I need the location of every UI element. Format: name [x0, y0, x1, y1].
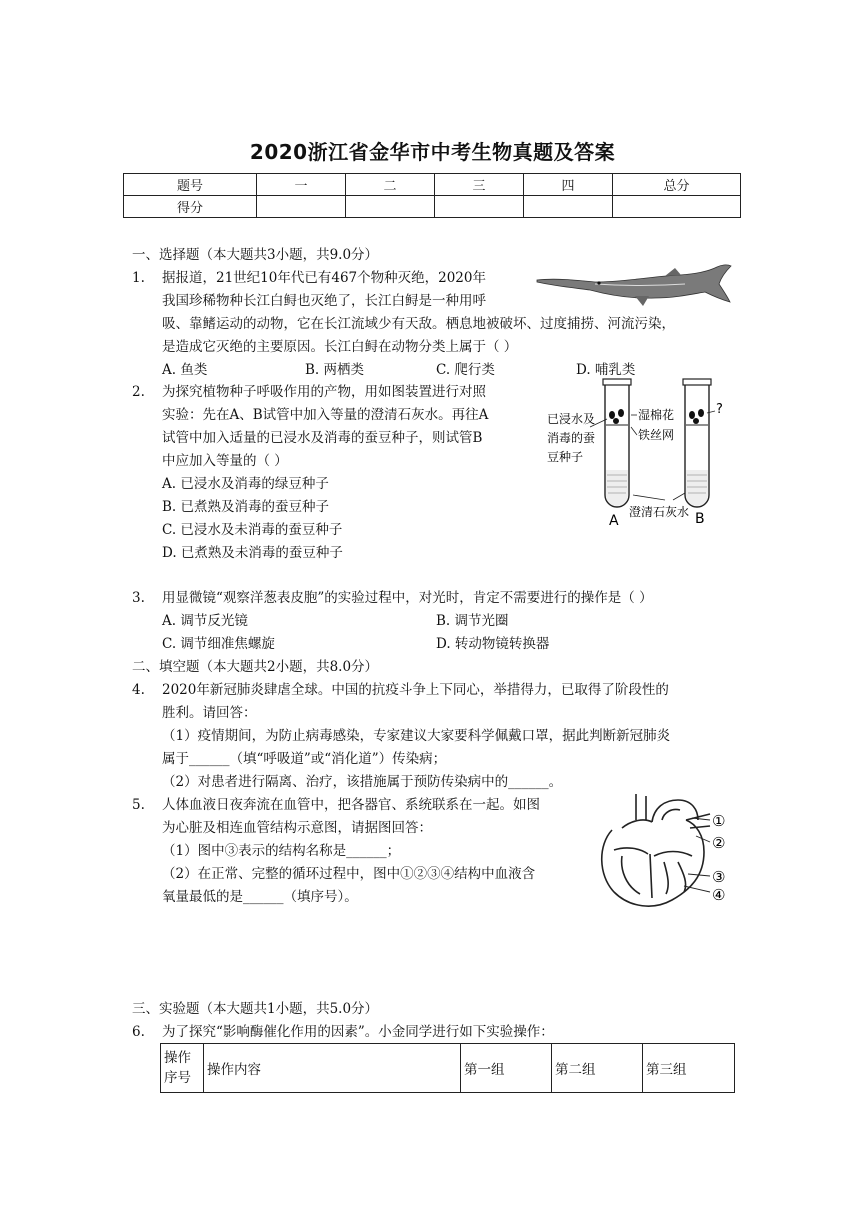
q1-text-line: 是造成它灭绝的主要原因。长江白鲟在动物分类上属于（ ）: [162, 339, 518, 355]
score-header-cell: 总分: [613, 174, 741, 196]
q2-option-d: D. 已煮熟及未消毒的蚕豆种子: [162, 545, 343, 561]
q2-option-b: B. 已煮熟及消毒的蚕豆种子: [162, 499, 330, 515]
section3-heading: 三、实验题（本大题共1小题，共5.0分）: [132, 1001, 379, 1017]
q1-option-b: B. 两栖类: [305, 362, 365, 378]
score-cell: [613, 196, 741, 218]
q3-number: 3.: [132, 590, 145, 606]
section1-heading: 一、选择题（本大题共3小题，共9.0分）: [132, 247, 379, 263]
experiment-table: [160, 1043, 735, 1093]
q3-option-c: C. 调节细准焦螺旋: [162, 636, 275, 652]
q4-text-line: 胜利。请回答：: [162, 705, 257, 721]
q4-number: 4.: [132, 682, 145, 698]
q5-text-line: （1）图中③表示的结构名称是______；: [162, 843, 401, 859]
score-cell: [524, 196, 613, 218]
score-table-header-row: [124, 174, 741, 196]
q3-text-line: 用显微镜“观察洋葱表皮胞”的实验过程中，对光时，肯定不需要进行的操作是（ ）: [162, 590, 653, 606]
paddlefish-illustration: [535, 262, 735, 310]
exp-header-group2: 第二组: [552, 1044, 643, 1093]
score-cell: [346, 196, 435, 218]
fig-label-question: ?: [716, 402, 723, 417]
experiment-table-header-row: [161, 1044, 735, 1093]
heart-marker-1: ①: [712, 812, 726, 830]
score-header-cell: 题号: [124, 174, 257, 196]
q4-text-line: （1）疫情期间，为防止病毒感染，专家建议大家要科学佩戴口罩，据此判断新冠肺炎: [162, 728, 671, 744]
exp-header-group1: 第一组: [461, 1044, 552, 1093]
q1-number: 1.: [132, 270, 145, 286]
fig-label-tube-b: B: [695, 511, 705, 527]
q1-option-a: A. 鱼类: [162, 362, 208, 378]
fig-label-limewater: 澄清石灰水: [629, 505, 690, 519]
page-title: 2020浙江省金华市中考生物真题及答案: [249, 140, 616, 164]
q2-text-line: 中应加入等量的（ ）: [162, 453, 288, 469]
q4-text-line: （2）对患者进行隔离、治疗，该措施属于预防传染病中的______。: [162, 774, 563, 790]
score-header-cell: 四: [524, 174, 613, 196]
score-header-cell: 三: [435, 174, 524, 196]
q6-text-line: 为了探究“影响酶催化作用的因素”。小金同学进行如下实验操作：: [162, 1024, 554, 1040]
fig-label-wire-mesh: 铁丝网: [638, 428, 675, 442]
q4-text-line: 属于______（填“呼吸道”或“消化道”）传染病；: [162, 751, 447, 767]
q6-number: 6.: [132, 1024, 145, 1040]
fig-label-soaked: 已浸水及: [547, 412, 596, 426]
q1-text-line: 我国珍稀物种长江白鲟也灭绝了，长江白鲟是一种用呼: [162, 293, 486, 309]
heart-marker-4: ④: [712, 886, 726, 904]
heart-marker-3: ③: [712, 868, 726, 886]
score-table: [123, 173, 741, 218]
score-header-cell: 二: [346, 174, 435, 196]
fig-label-tube-a: A: [609, 513, 619, 529]
q5-number: 5.: [132, 797, 145, 813]
fig-label-bean-seed: 豆种子: [547, 450, 584, 464]
q5-text-line: （2）在正常、完整的循环过程中，图中①②③④结构中血液含: [162, 866, 536, 882]
test-tube-apparatus-figure: [545, 375, 730, 530]
q2-text-line: 实验：先在A、B试管中加入等量的澄清石灰水。再往A: [162, 407, 489, 423]
score-cell: [435, 196, 524, 218]
q1-text-line: 据报道，21世纪10年代已有467个物种灭绝，2020年: [162, 270, 486, 286]
heart-marker-2: ②: [712, 834, 726, 852]
q3-option-a: A. 调节反光镜: [162, 613, 248, 629]
q1-option-c: C. 爬行类: [436, 362, 495, 378]
q1-text-line: 吸、靠鳍运动的动物，它在长江流域少有天敌。栖息地被破坏、过度捕捞、河流污染，: [162, 316, 675, 332]
exp-header-op-number: 操作序号: [161, 1044, 204, 1093]
score-table-row: [124, 196, 741, 218]
exp-header-op-content: 操作内容: [204, 1044, 461, 1093]
heart-diagram: [592, 790, 742, 915]
q5-text-line: 人体血液日夜奔流在血管中，把各器官、系统联系在一起。如图: [162, 797, 540, 813]
score-cell: [257, 196, 346, 218]
section2-heading: 二、填空题（本大题共2小题，共8.0分）: [132, 659, 379, 675]
q2-text-line: 试管中加入适量的已浸水及消毒的蚕豆种子，则试管B: [162, 430, 483, 446]
q5-text-line: 氧量最低的是______（填序号）。: [162, 889, 358, 905]
q3-option-d: D. 转动物镜转换器: [436, 636, 550, 652]
exp-header-group3: 第三组: [643, 1044, 735, 1093]
score-header-cell: 一: [257, 174, 346, 196]
q1-option-d: D. 哺乳类: [576, 362, 636, 378]
fig-label-disinfected: 消毒的蚕: [547, 431, 596, 445]
score-row-label: 得分: [124, 196, 257, 218]
q4-text-line: 2020年新冠肺炎肆虐全球。中国的抗疫斗争上下同心，举措得力，已取得了阶段性的: [162, 682, 669, 698]
q3-option-b: B. 调节光圈: [436, 613, 509, 629]
fig-label-wet-cotton: 湿棉花: [638, 408, 675, 422]
q2-number: 2.: [132, 384, 145, 400]
q2-text-line: 为探究植物种子呼吸作用的产物，用如图装置进行对照: [162, 384, 486, 400]
q2-option-c: C. 已浸水及未消毒的蚕豆种子: [162, 522, 343, 538]
q5-text-line: 为心脏及相连血管结构示意图，请据图回答：: [162, 820, 432, 836]
q2-option-a: A. 已浸水及消毒的绿豆种子: [162, 476, 329, 492]
